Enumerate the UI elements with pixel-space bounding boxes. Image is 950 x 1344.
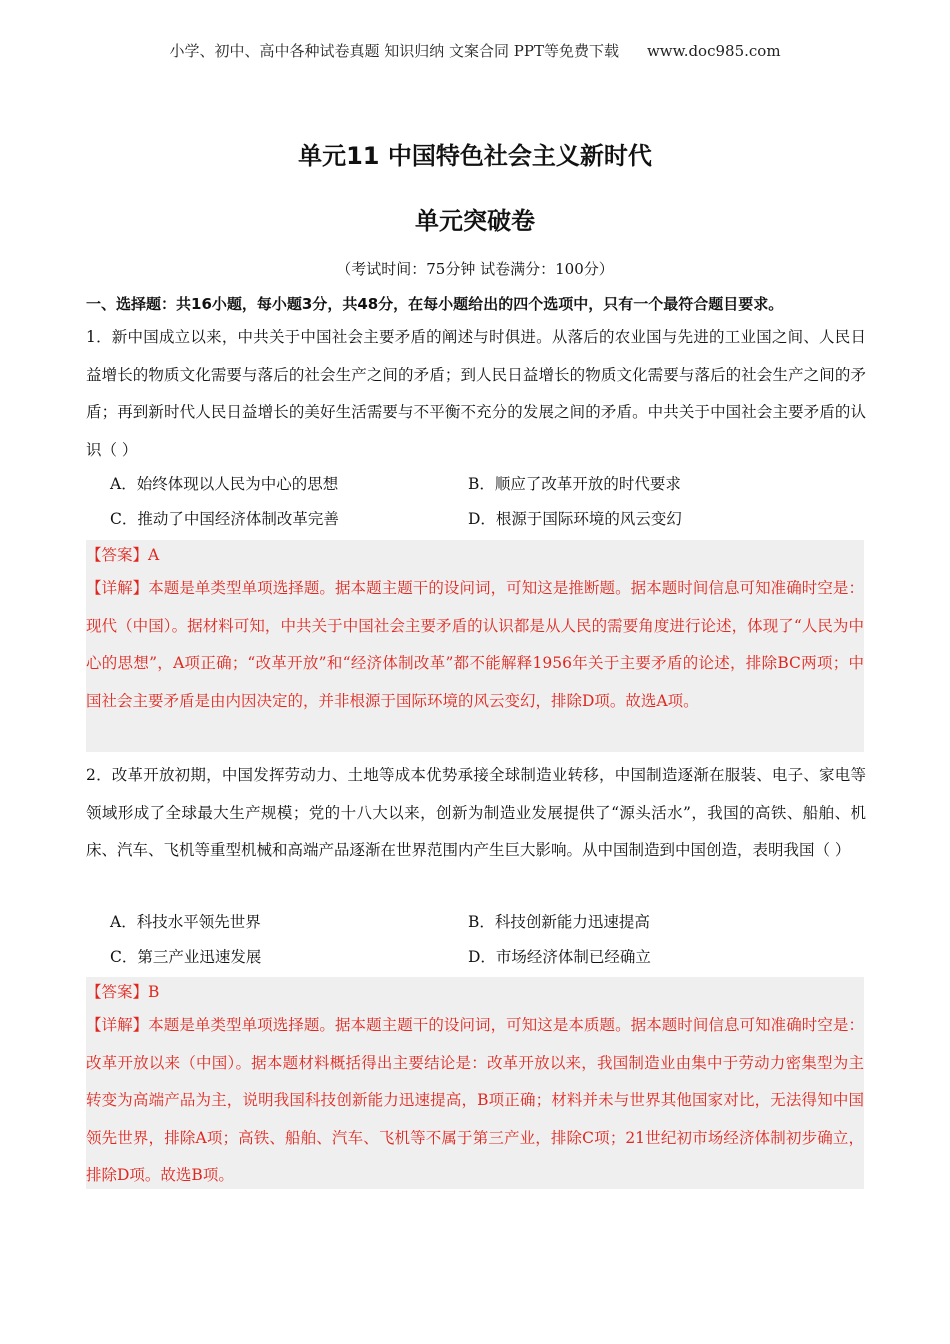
question-stem: 2．改革开放初期，中国发挥劳动力、土地等成本优势承接全球制造业转移，中国制造逐渐在服装、电子、家电等领域形成了全球最大生产规模；党的十八大以来，创新为制造业发展提供了“源头活水”，我国的高铁、船舶、机床、汽车、飞机等重型机械和高端产品逐渐在世界范围内产生巨大影响。从中国制造到中国创造，表明我国（ ） <box>86 766 866 859</box>
option-c: C．推动了中国经济体制改革完善 <box>110 510 339 528</box>
unit-title: 单元11 中国特色社会主义新时代 <box>298 142 652 170</box>
answer-value: B <box>148 983 160 1001</box>
option-a: A．始终体现以人民为中心的思想 <box>110 475 339 493</box>
explanation-text: 本题是单类型单项选择题。据本题主题干的设问词，可知这是推断题。据本题时间信息可知准确时空是：现代（中国）。据材料可知，中共关于中国社会主要矛盾的认识都是从人民的需要角度进行论述，体现了“人民为中心的思想”，A项正确；“改革开放”和“经济体制改革”都不能解释1956年关于主要矛盾的论述，排除BC两项；中国社会主要矛盾是由内因决定的，并非根源于国际环境的风云变幻，排除D项。故选A项。 <box>86 579 864 710</box>
paper-subtitle: 单元突破卷 <box>415 207 535 235</box>
option-d: D．市场经济体制已经确立 <box>468 948 651 966</box>
option-d: D．根源于国际环境的风云变幻 <box>468 510 682 528</box>
answer-tag: 【答案】 <box>86 983 149 1001</box>
question-options <box>110 467 870 537</box>
header-text: 小学、初中、高中各种试卷真题 知识归纳 文案合同 PPT等免费下载 <box>169 42 619 60</box>
answer-line <box>86 540 864 570</box>
page-header <box>0 40 950 61</box>
explanation <box>86 1007 864 1195</box>
section-heading: 一、选择题：共16小题，每小题3分，共48分，在每小题给出的四个选项中，只有一个最符合题目要求。 <box>86 295 784 313</box>
option-b: B．科技创新能力迅速提高 <box>468 913 650 931</box>
option-c: C．第三产业迅速发展 <box>110 948 262 966</box>
explanation-tag: 【详解】 <box>86 579 149 597</box>
explanation-tag: 【详解】 <box>86 1016 149 1034</box>
answer-box <box>86 977 864 1189</box>
header-site-link[interactable]: www.doc985.com <box>646 42 781 60</box>
question-stem: 1．新中国成立以来，中共关于中国社会主要矛盾的阐述与时俱进。从落后的农业国与先进的工业国之间、人民日益增长的物质文化需要与落后的社会生产之间的矛盾；到人民日益增长的物质文化需要与落后的社会生产之间的矛盾；再到新时代人民日益增长的美好生活需要与不平衡不充分的发展之间的矛盾。中共关于中国社会主要矛盾的认识（ ） <box>86 328 866 459</box>
answer-line <box>86 977 864 1007</box>
option-b: B．顺应了改革开放的时代要求 <box>468 475 681 493</box>
explanation-text: 本题是单类型单项选择题。据本题主题干的设问词，可知这是本质题。据本题时间信息可知准确时空是：改革开放以来（中国）。据本题材料概括得出主要结论是：改革开放以来，我国制造业由集中于劳动力密集型为主转变为高端产品为主，说明我国科技创新能力迅速提高，B项正确；材料并未与世界其他国家对比，无法得知中国领先世界，排除A项；高铁、船舶、汽车、飞机等不属于第三产业，排除C项；21世纪初市场经济体制初步确立，排除D项。故选B项。 <box>86 1016 864 1184</box>
answer-box <box>86 540 864 752</box>
option-a: A．科技水平领先世界 <box>110 913 261 931</box>
exam-info: （考试时间：75分钟 试卷满分：100分） <box>336 260 614 278</box>
answer-tag: 【答案】 <box>86 546 149 564</box>
explanation <box>86 570 864 720</box>
answer-value: A <box>148 546 160 564</box>
question-options <box>110 905 870 975</box>
